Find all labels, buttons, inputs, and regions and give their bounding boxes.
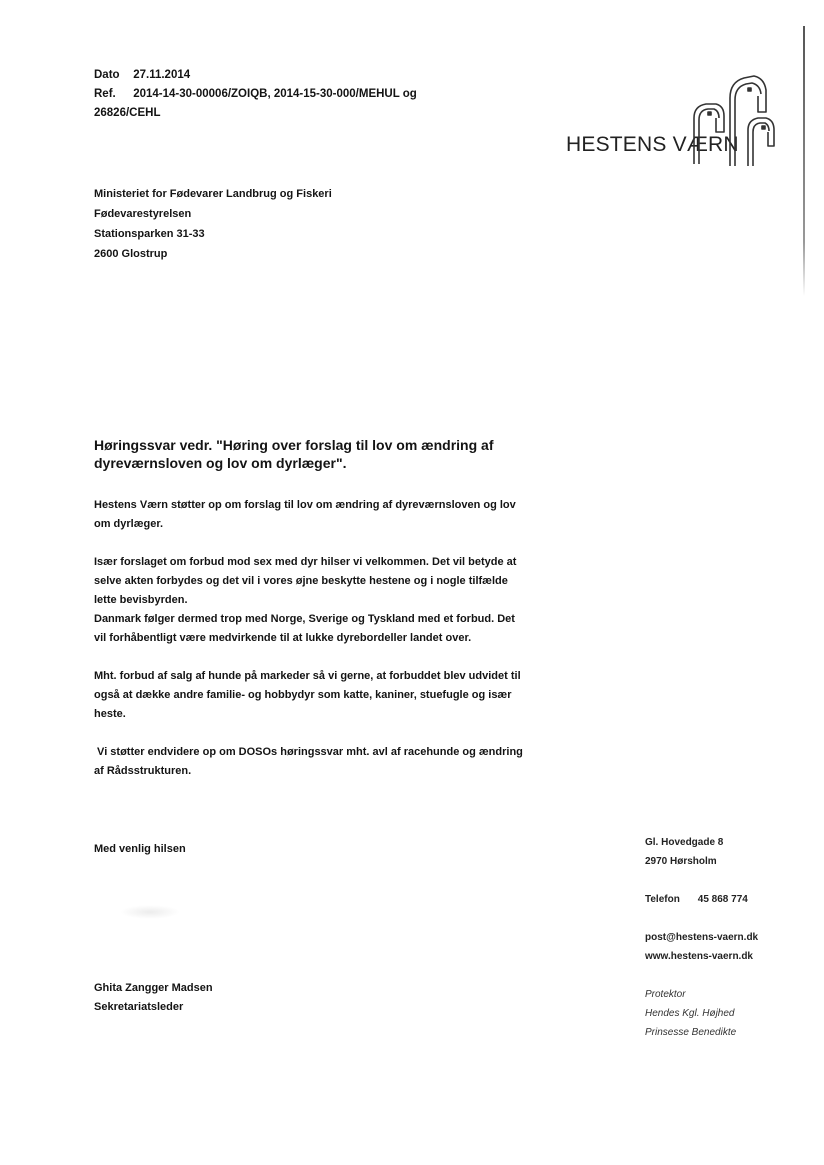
contact-street: Gl. Hovedgade 8 bbox=[645, 837, 724, 848]
reference-row-2 bbox=[94, 104, 514, 123]
signature-block bbox=[94, 979, 213, 1017]
phone-label: Telefon bbox=[645, 894, 680, 905]
body-line: vil forhåbentligt være medvirkende til at lukke dyrebordeller landet over. bbox=[94, 632, 472, 644]
date-value: 27.11.2014 bbox=[133, 69, 191, 81]
body-line: Danmark følger dermed trop med Norge, Sverige og Tyskland med et forbud. Det bbox=[94, 613, 515, 625]
body-line: om dyrlæger. bbox=[94, 518, 164, 530]
horse-head-logo-icon bbox=[686, 68, 780, 168]
recipient-line: 2600 Glostrup bbox=[94, 248, 168, 260]
contact-sidebar bbox=[645, 833, 815, 1042]
reference-value-line2: 26826/CEHL bbox=[94, 107, 161, 119]
closing-greeting: Med venlig hilsen bbox=[94, 843, 186, 855]
body-line: også at dække andre familie- og hobbydyr som katte, kaniner, stuefugle og især bbox=[94, 689, 512, 701]
protector-line: Hendes Kgl. Højhed bbox=[645, 1008, 735, 1019]
body-line: af Rådsstrukturen. bbox=[94, 765, 192, 777]
body-paragraph bbox=[94, 667, 554, 724]
date-label: Dato bbox=[94, 69, 120, 81]
subject-line: dyreværnsloven og lov om dyrlæger". bbox=[94, 455, 347, 471]
reference-row bbox=[94, 85, 514, 104]
signatory-title: Sekretariatsleder bbox=[94, 1001, 184, 1013]
protector-label: Protektor bbox=[645, 989, 686, 1000]
body-line: Hestens Værn støtter op om forslag til lov om ændring af dyreværnsloven og lov bbox=[94, 499, 516, 511]
body-line: lette bevisbyrden. bbox=[94, 594, 188, 606]
contact-phone bbox=[645, 890, 815, 909]
scan-edge-shadow bbox=[803, 26, 805, 296]
signature-smudge bbox=[120, 905, 180, 919]
letter-body bbox=[94, 496, 554, 800]
recipient-line: Stationsparken 31-33 bbox=[94, 228, 205, 240]
contact-website-link[interactable]: www.hestens-vaern.dk bbox=[645, 951, 753, 962]
body-line: Vi støtter endvidere op om DOSOs høringssvar mht. avl af racehunde og ændring bbox=[94, 746, 523, 758]
hestens-vaern-logo bbox=[566, 68, 780, 168]
date-row bbox=[94, 66, 514, 85]
signatory-name: Ghita Zangger Madsen bbox=[94, 982, 213, 994]
protector-line: Prinsesse Benedikte bbox=[645, 1027, 737, 1038]
body-paragraph bbox=[94, 496, 554, 534]
letter-meta bbox=[94, 66, 514, 123]
body-line: Mht. forbud af salg af hunde på markeder så vi gerne, at forbuddet blev udvidet til bbox=[94, 670, 521, 682]
contact-email-link[interactable]: post@hestens-vaern.dk bbox=[645, 932, 759, 943]
logo-text: HESTENS VÆRN bbox=[566, 133, 739, 156]
contact-city: 2970 Hørsholm bbox=[645, 856, 717, 867]
body-paragraph bbox=[94, 553, 554, 648]
letter-subject bbox=[94, 436, 554, 472]
reference-label: Ref. bbox=[94, 88, 116, 100]
phone-value: 45 868 774 bbox=[697, 894, 748, 905]
body-line: heste. bbox=[94, 708, 126, 720]
recipient-line: Fødevarestyrelsen bbox=[94, 208, 192, 220]
body-paragraph bbox=[94, 743, 554, 781]
body-line: selve akten forbydes og det vil i vores øjne beskytte hestene og i nogle tilfælde bbox=[94, 575, 508, 587]
recipient-address bbox=[94, 184, 332, 264]
body-line: Især forslaget om forbud mod sex med dyr hilser vi velkommen. Det vil betyde at bbox=[94, 556, 517, 568]
subject-line: Høringssvar vedr. "Høring over forslag til lov om ændring af bbox=[94, 437, 494, 453]
recipient-line: Ministeriet for Fødevarer Landbrug og Fiskeri bbox=[94, 188, 332, 200]
reference-value-line1: 2014-14-30-00006/ZOIQB, 2014-15-30-000/MEHUL og bbox=[133, 88, 417, 100]
